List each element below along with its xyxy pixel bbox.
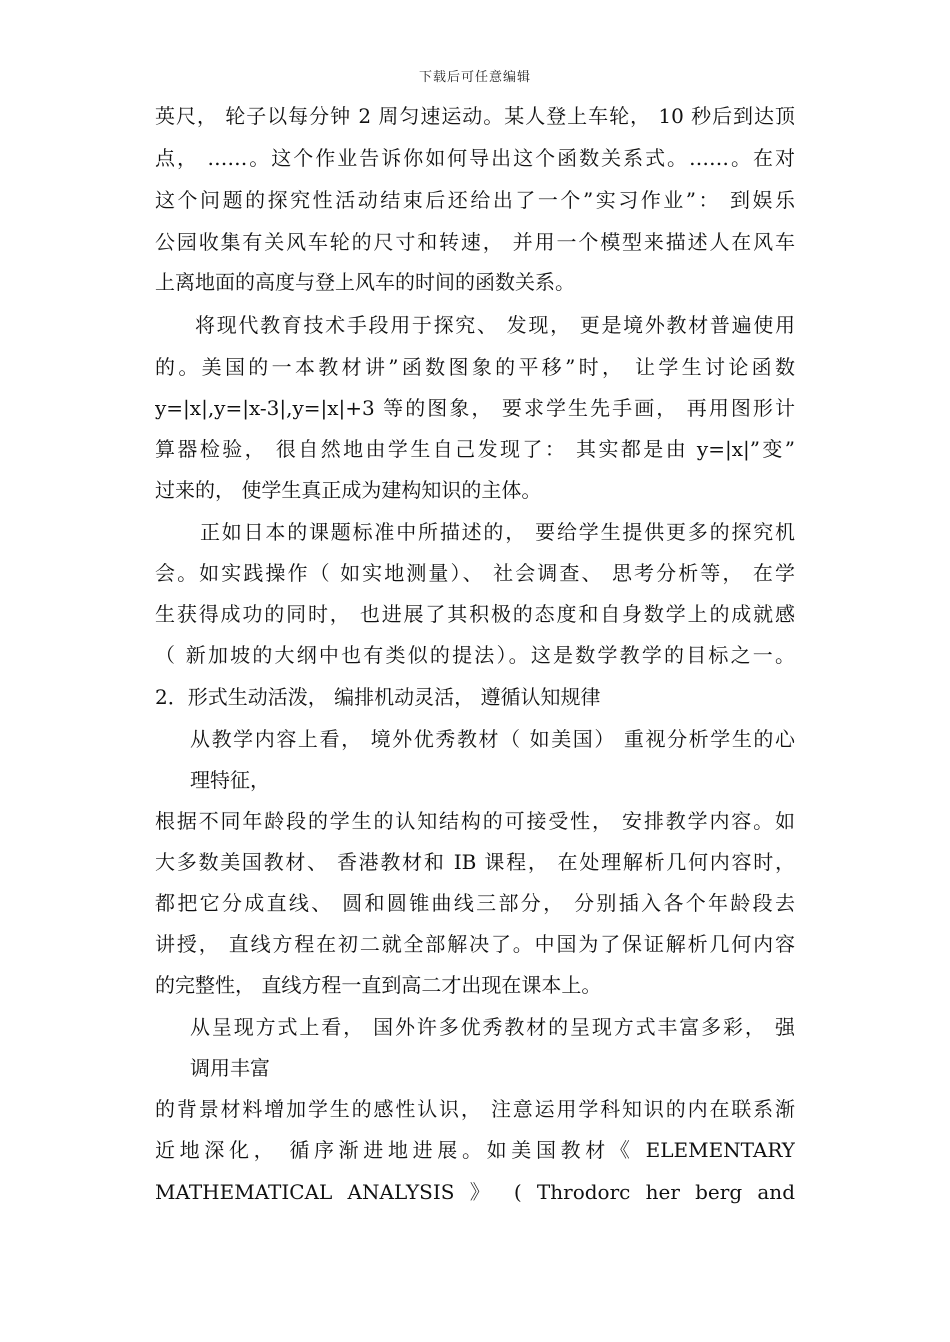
text-line: 算器检验， 很自然地由学生自己发现了： 其实都是由 y=|x|”变”: [155, 437, 795, 461]
text-line: 公园收集有关风车轮的尺寸和转速， 并用一个模型来描述人在风车: [155, 230, 795, 254]
text-line: （ 新加坡的大纲中也有类似的提法）。这是数学教学的目标之一。: [155, 643, 795, 667]
text-line: y=|x|,y=|x-3|,y=|x|+3 等的图象， 要求学生先手画， 再用图形计: [155, 396, 795, 420]
text-line: 的。美国的一本教材讲”函数图象的平移”时， 让学生讨论函数: [155, 355, 795, 379]
text-line: 近地深化， 循序渐进地进展。如美国教材《 ELEMENTARY: [155, 1138, 795, 1162]
text-line: 生获得成功的同时， 也进展了其积极的态度和自身数学上的成就感: [155, 602, 795, 626]
page-header: 下载后可任意编辑: [418, 70, 531, 85]
text-line: 会。如实践操作（ 如实地测量）、 社会调查、 思考分析等， 在学: [155, 561, 795, 585]
paragraph-first-line: 正如日本的课题标准中所描述的， 要给学生提供更多的探究机: [200, 520, 795, 544]
paragraph-first-line: 从呈现方式上看， 国外许多优秀教材的呈现方式丰富多彩， 强: [190, 1015, 795, 1039]
paragraph-first-line: 从教学内容上看， 境外优秀教材（ 如美国） 重视分析学生的心: [190, 727, 795, 751]
text-line: 都把它分成直线、 圆和圆锥曲线三部分， 分别插入各个年龄段去: [155, 891, 795, 915]
text-line: 点， ……。这个作业告诉你如何导出这个函数关系式。……。在对: [155, 146, 795, 170]
text-line: 调用丰富: [190, 1056, 270, 1080]
text-line: 英尺， 轮子以每分钟 2 周匀速运动。某人登上车轮， 10 秒后到达顶: [155, 104, 795, 128]
section-heading: 2．形式生动活泼， 编排机动灵活， 遵循认知规律: [155, 685, 601, 709]
text-line: 上离地面的高度与登上风车的时间的函数关系。: [155, 270, 575, 294]
text-line: 过来的， 使学生真正成为建构知识的主体。: [155, 478, 542, 502]
text-line: 的完整性， 直线方程一直到高二才出现在课本上。: [155, 973, 602, 997]
paragraph-first-line: 将现代教育技术手段用于探究、 发现， 更是境外教材普遍使用: [195, 313, 795, 337]
text-line: 这个问题的探究性活动结束后还给出了一个”实习作业”： 到娱乐: [155, 188, 795, 212]
text-line: 的背景材料增加学生的感性认识， 注意运用学科知识的内在联系渐: [155, 1097, 795, 1121]
text-line: 讲授， 直线方程在初二就全部解决了。中国为了保证解析几何内容: [155, 932, 795, 956]
text-line: 理特征，: [190, 768, 270, 792]
text-line: MATHEMATICAL ANALYSIS 》 ( Throdorc her berg and: [155, 1180, 795, 1204]
text-line: 大多数美国教材、 香港教材和 IB 课程， 在处理解析几何内容时，: [155, 850, 795, 874]
text-line: 根据不同年龄段的学生的认知结构的可接受性， 安排教学内容。如: [155, 809, 795, 833]
